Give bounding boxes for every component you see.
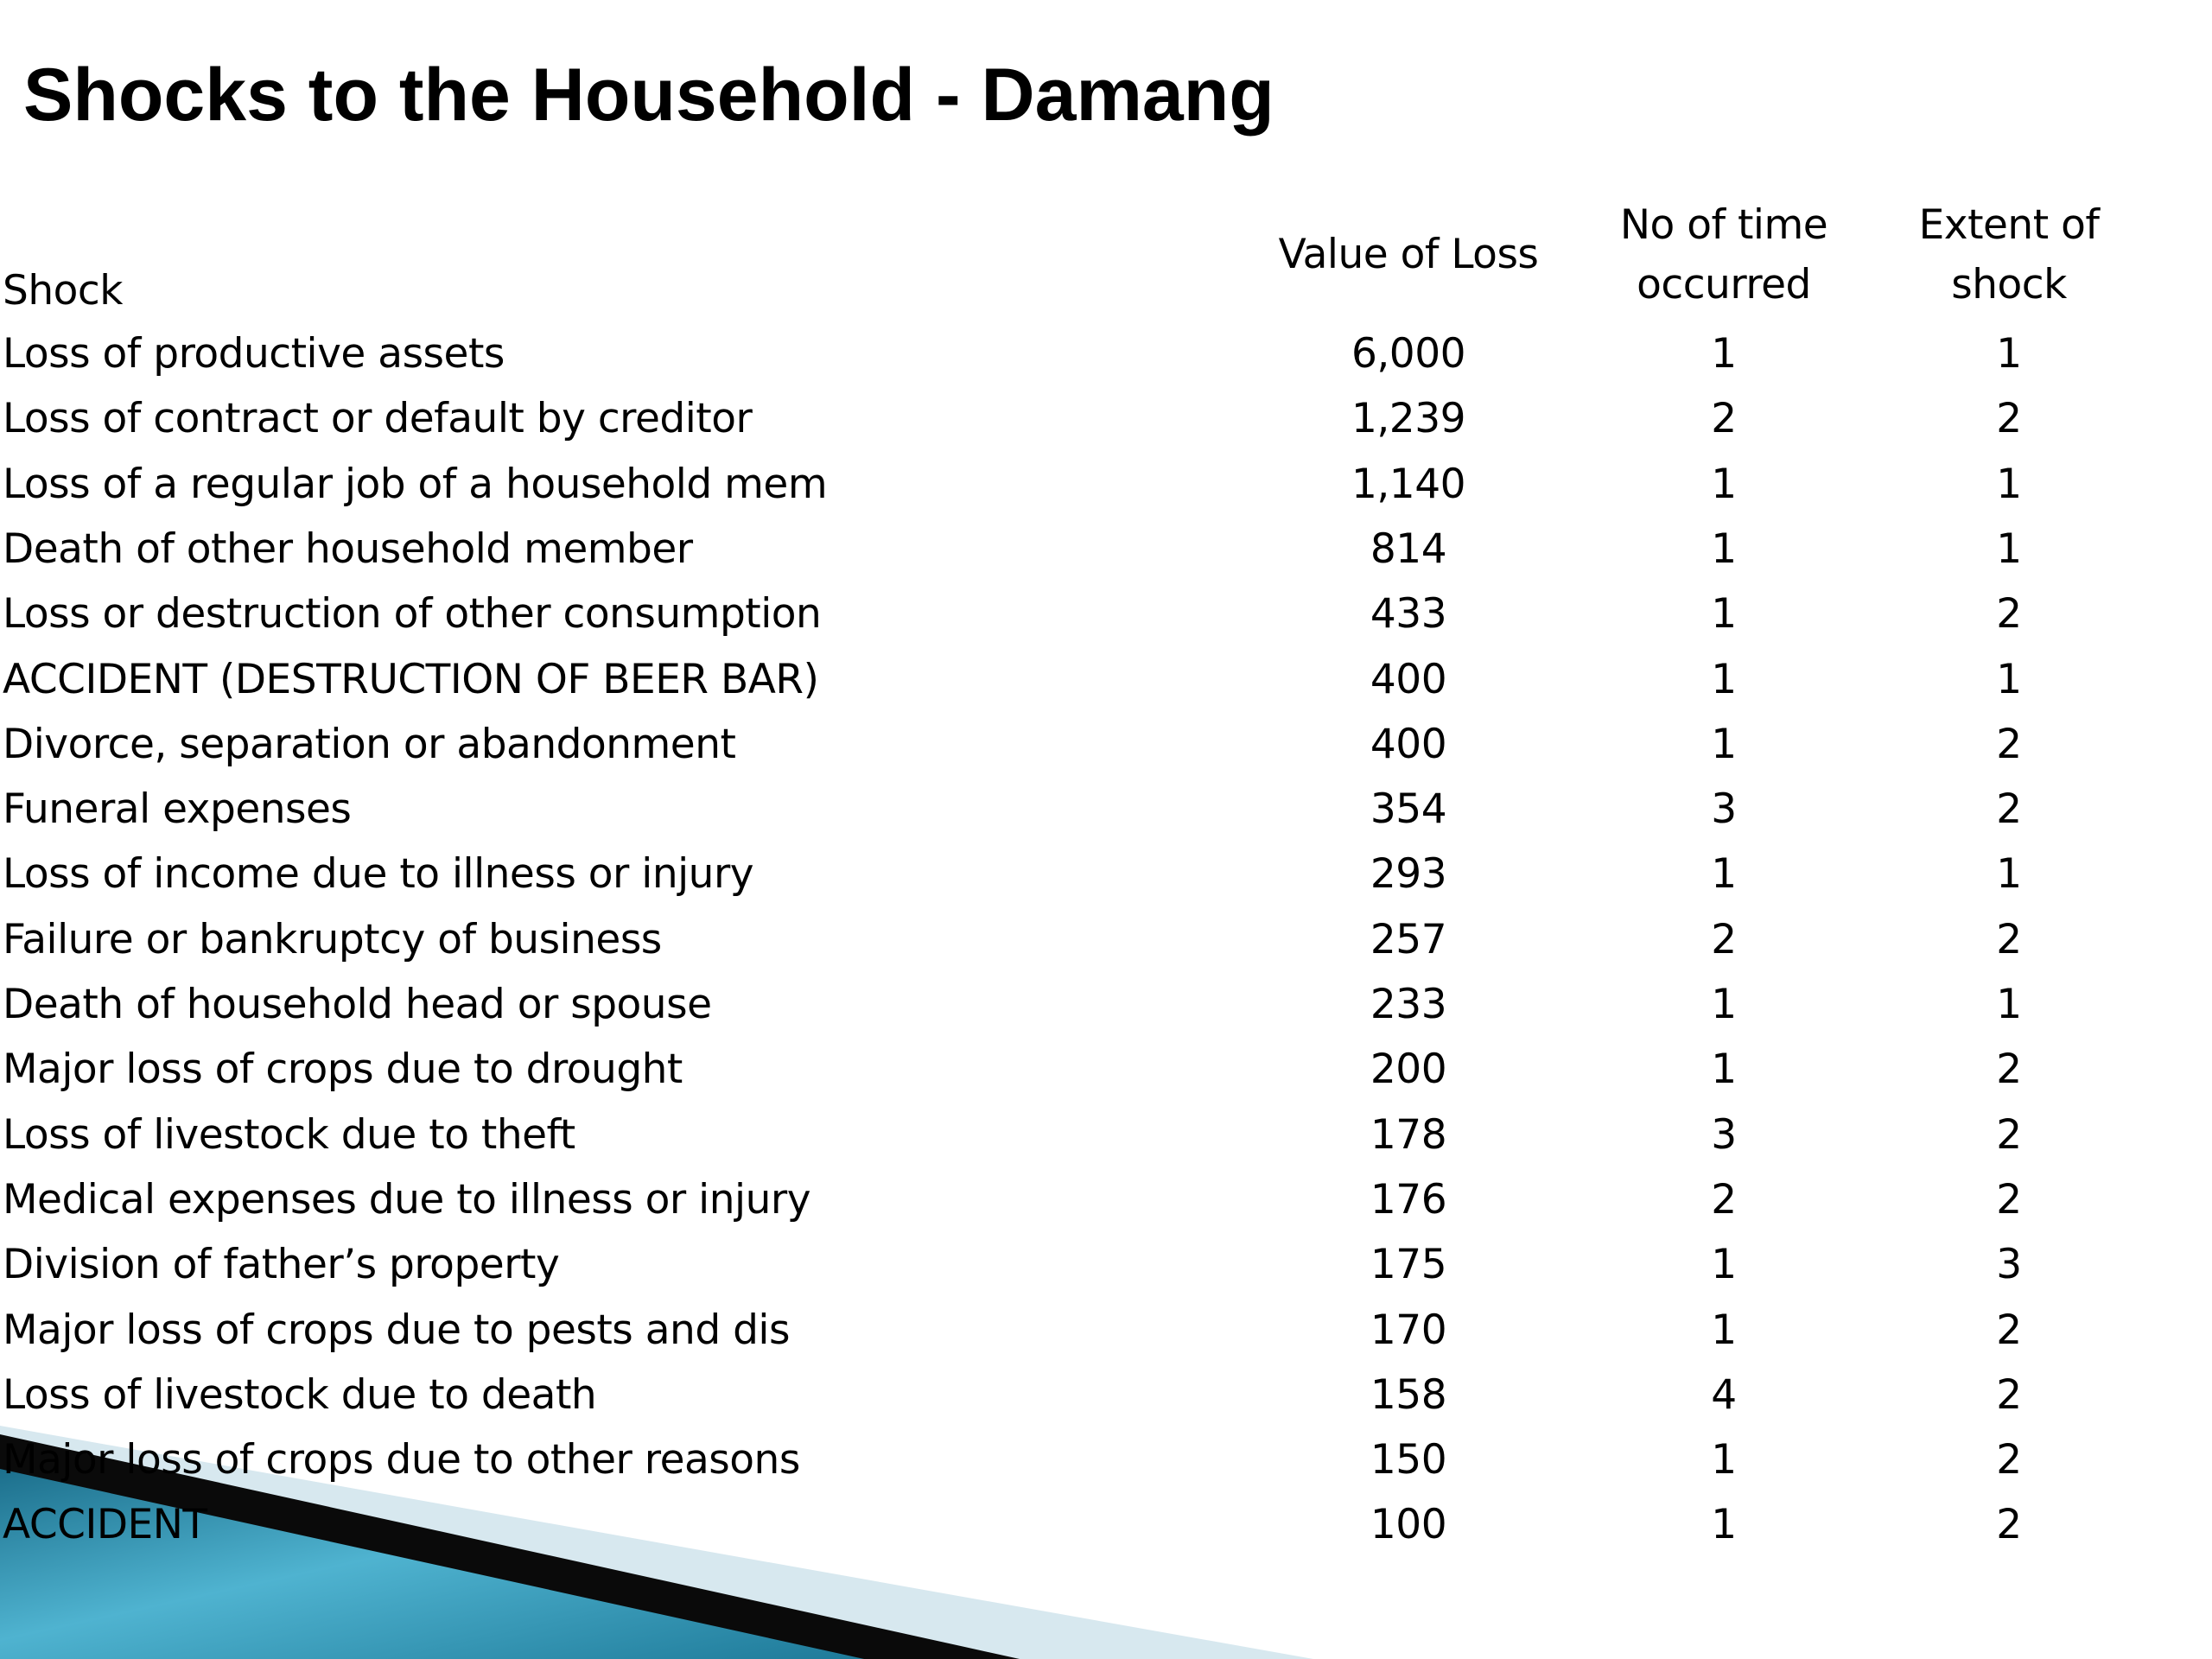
times-occurred-cell: 1 (1711, 590, 1737, 638)
shock-cell: Death of household head or spouse (3, 981, 712, 1028)
value-of-loss-cell: 100 (1370, 1501, 1447, 1548)
value-of-loss-cell: 814 (1370, 525, 1447, 573)
header-extent-line1: Extent of (1918, 201, 2100, 249)
extent-of-shock-cell: 2 (1996, 721, 2022, 768)
times-occurred-cell: 1 (1711, 525, 1737, 573)
times-occurred-cell: 1 (1711, 1241, 1737, 1288)
times-occurred-cell: 1 (1711, 981, 1737, 1028)
value-of-loss-cell: 293 (1370, 850, 1447, 898)
times-occurred-cell: 1 (1711, 1046, 1737, 1093)
extent-of-shock-cell: 2 (1996, 1306, 2022, 1354)
shock-cell: Loss of productive assets (3, 330, 505, 378)
times-occurred-cell: 1 (1711, 461, 1737, 508)
value-of-loss-cell: 233 (1370, 981, 1447, 1028)
extent-of-shock-cell: 1 (1996, 330, 2022, 378)
shock-cell: Divorce, separation or abandonment (3, 721, 736, 768)
times-occurred-cell: 2 (1711, 1176, 1737, 1224)
times-occurred-cell: 2 (1711, 916, 1737, 963)
extent-of-shock-cell: 1 (1996, 461, 2022, 508)
shock-cell: Loss of income due to illness or injury (3, 850, 754, 898)
page-title: Shocks to the Household - Damang (23, 54, 1274, 137)
extent-of-shock-cell: 1 (1996, 850, 2022, 898)
value-of-loss-cell: 170 (1370, 1306, 1447, 1354)
extent-of-shock-cell: 1 (1996, 981, 2022, 1028)
times-occurred-cell: 1 (1711, 850, 1737, 898)
value-of-loss-cell: 158 (1370, 1371, 1447, 1419)
shock-cell: Loss or destruction of other consumption (3, 590, 822, 638)
shock-cell: ACCIDENT (3, 1501, 207, 1548)
shock-cell: Loss of a regular job of a household mem (3, 461, 828, 508)
value-of-loss-cell: 400 (1370, 721, 1447, 768)
value-of-loss-cell: 150 (1370, 1436, 1447, 1484)
extent-of-shock-cell: 2 (1996, 1501, 2022, 1548)
shock-cell: Death of other household member (3, 525, 693, 573)
shock-cell: Division of father’s property (3, 1241, 560, 1288)
times-occurred-cell: 1 (1711, 656, 1737, 703)
shock-cell: Loss of contract or default by creditor (3, 395, 753, 442)
shock-cell: Major loss of crops due to other reasons (3, 1436, 800, 1484)
value-of-loss-cell: 433 (1370, 590, 1447, 638)
times-occurred-cell: 2 (1711, 395, 1737, 442)
times-occurred-cell: 4 (1711, 1371, 1737, 1419)
value-of-loss-cell: 175 (1370, 1241, 1447, 1288)
times-occurred-cell: 3 (1711, 785, 1737, 833)
shock-cell: Major loss of crops due to drought (3, 1046, 683, 1093)
header-shock: Shock (3, 267, 123, 315)
times-occurred-cell: 1 (1711, 721, 1737, 768)
extent-of-shock-cell: 2 (1996, 916, 2022, 963)
extent-of-shock-cell: 2 (1996, 395, 2022, 442)
extent-of-shock-cell: 1 (1996, 525, 2022, 573)
extent-of-shock-cell: 2 (1996, 1176, 2022, 1224)
shock-cell: Medical expenses due to illness or injury (3, 1176, 811, 1224)
header-extent-line2: shock (1951, 261, 2067, 308)
extent-of-shock-cell: 2 (1996, 590, 2022, 638)
extent-of-shock-cell: 2 (1996, 1436, 2022, 1484)
value-of-loss-cell: 6,000 (1351, 330, 1466, 378)
header-times-occurred-line2: occurred (1637, 261, 1811, 308)
extent-of-shock-cell: 2 (1996, 1111, 2022, 1159)
times-occurred-cell: 1 (1711, 1501, 1737, 1548)
header-value-of-loss: Value of Loss (1278, 231, 1539, 278)
value-of-loss-cell: 354 (1370, 785, 1447, 833)
value-of-loss-cell: 178 (1370, 1111, 1447, 1159)
value-of-loss-cell: 400 (1370, 656, 1447, 703)
times-occurred-cell: 1 (1711, 330, 1737, 378)
shock-cell: Funeral expenses (3, 785, 352, 833)
header-times-occurred-line1: No of time (1619, 201, 1828, 249)
extent-of-shock-cell: 2 (1996, 1046, 2022, 1093)
value-of-loss-cell: 176 (1370, 1176, 1447, 1224)
times-occurred-cell: 1 (1711, 1436, 1737, 1484)
value-of-loss-cell: 257 (1370, 916, 1447, 963)
times-occurred-cell: 3 (1711, 1111, 1737, 1159)
shock-cell: ACCIDENT (DESTRUCTION OF BEER BAR) (3, 656, 819, 703)
extent-of-shock-cell: 3 (1996, 1241, 2022, 1288)
extent-of-shock-cell: 2 (1996, 1371, 2022, 1419)
extent-of-shock-cell: 1 (1996, 656, 2022, 703)
value-of-loss-cell: 200 (1370, 1046, 1447, 1093)
shock-cell: Major loss of crops due to pests and dis (3, 1306, 790, 1354)
times-occurred-cell: 1 (1711, 1306, 1737, 1354)
value-of-loss-cell: 1,239 (1351, 395, 1466, 442)
shock-cell: Loss of livestock due to death (3, 1371, 597, 1419)
value-of-loss-cell: 1,140 (1351, 461, 1466, 508)
extent-of-shock-cell: 2 (1996, 785, 2022, 833)
shock-cell: Loss of livestock due to theft (3, 1111, 575, 1159)
shock-cell: Failure or bankruptcy of business (3, 916, 662, 963)
